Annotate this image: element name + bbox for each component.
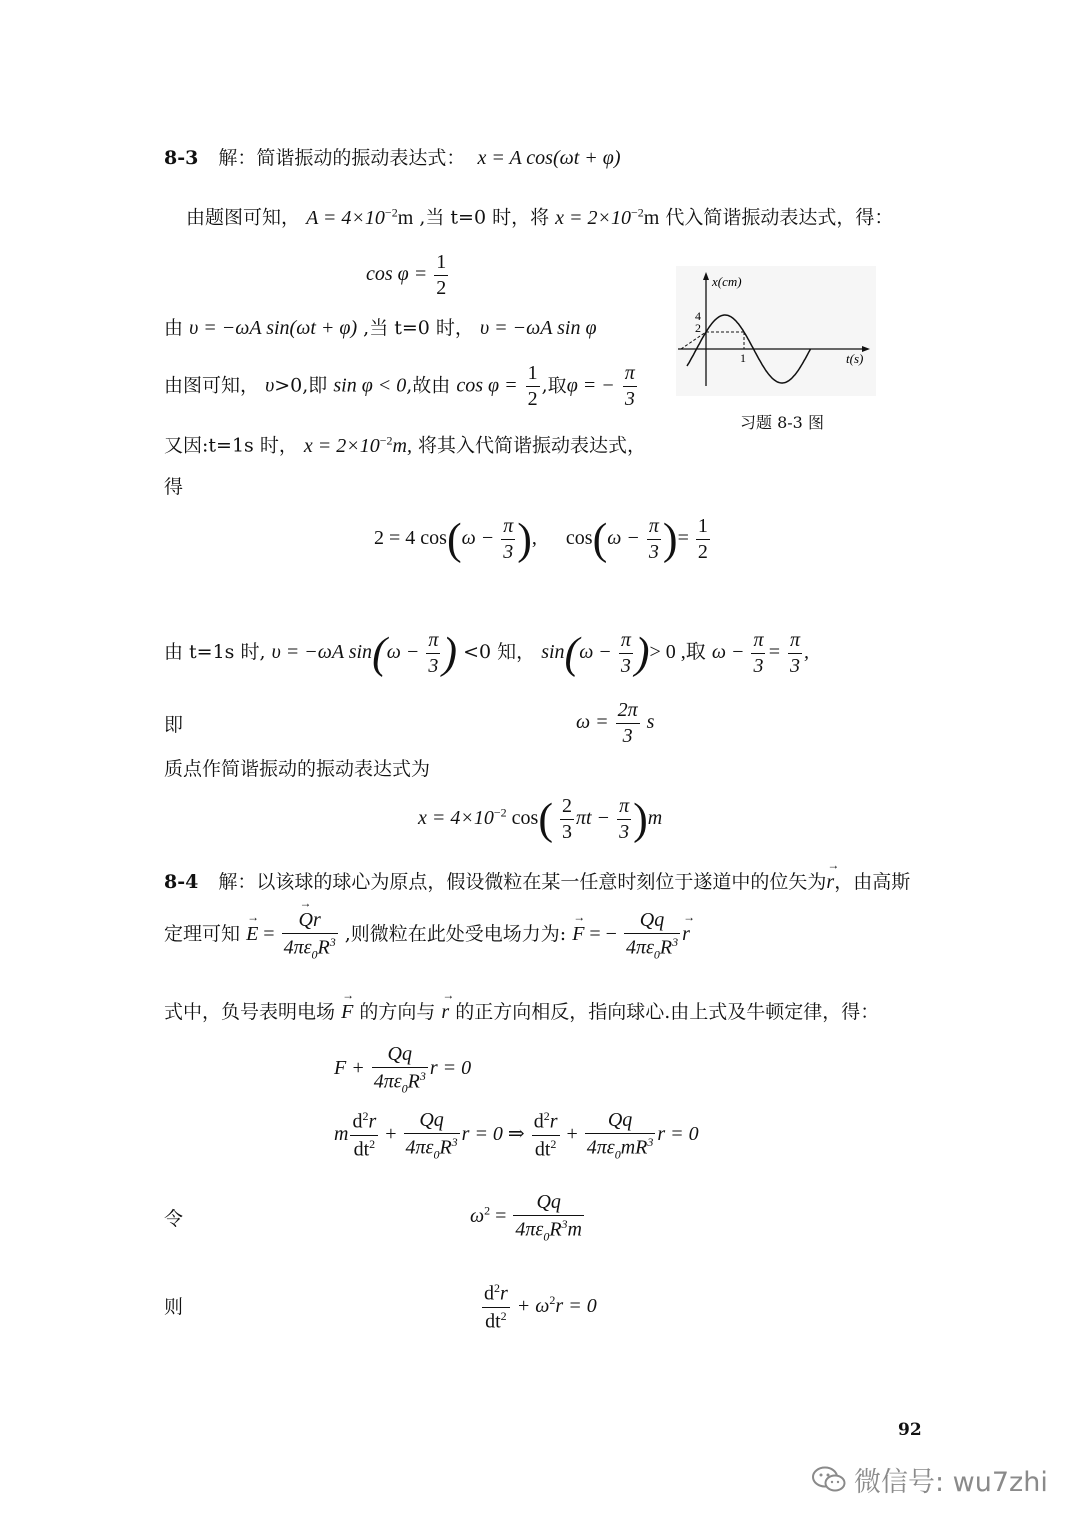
text: 由图可知，: [164, 374, 260, 397]
problem-8-4-line3: [164, 1002, 879, 1022]
equation-harmonic: $\frac{d^2r}{dt^2}$ + $\omega^2r = 0$: [484, 1281, 597, 1333]
text: ,当 t=0 时，: [363, 317, 474, 339]
position-vector: → r: [826, 872, 834, 892]
problem-8-4-line1: [164, 872, 910, 892]
text: 由题图可知，: [186, 206, 301, 229]
line-de: 得: [164, 476, 184, 498]
velocity-t1: υ = −ωA sin(ω − $\frac{\pi}{3}$ ): [271, 628, 458, 678]
equation-omega-condition: 2 = 4 cos(ω − $\frac{\pi}{3}$ ), cos(ω − $\frac{\pi}{3}$ )= $\frac{1}{2}$: [374, 514, 708, 564]
omega-solution: ω − $\frac{\pi}{3}$ = $\frac{\pi}{3}$ ,: [711, 629, 810, 677]
force-eq: → F = − $\frac{Qq}{4\pi\varepsilon_0R^3}$ → r: [572, 923, 690, 945]
tick-4: 4: [695, 309, 701, 323]
text: 又因:t=1s 时，: [164, 434, 298, 457]
tick-2: 2: [695, 321, 701, 335]
line-velocity: [164, 318, 597, 338]
r-symbol: → r: [441, 1002, 449, 1022]
figure-8-3: [676, 266, 876, 396]
line-phase: 由图可知， υ>0,即 sin φ < 0,故由 cos φ = $\frac{1}{2}$ ,取φ = − $\frac{\pi}{3}$: [164, 362, 635, 410]
displacement-eq: $x = 2\times 10^{-2}m$: [555, 205, 660, 229]
equation-force-balance: F + $\frac{Qq}{4\pi\varepsilon_0R^3}$ r = 0: [334, 1043, 472, 1096]
text: 式中，负号表明电场: [164, 1001, 336, 1023]
line-result-intro: 质点作简谐振动的振动表达式为: [164, 758, 431, 780]
amplitude-eq: $A = 4\times 10^{-2}m$: [306, 205, 414, 229]
page-number: 92: [898, 1420, 922, 1440]
y-axis-label: x(cm): [712, 274, 742, 289]
phi-eq: φ = −: [566, 374, 615, 397]
watermark: [812, 1460, 1048, 1499]
problem-8-4-line2: [164, 910, 690, 961]
text: 定理可知: [164, 923, 241, 946]
force-symbol: → F: [341, 1002, 353, 1022]
text: <0 知，: [463, 641, 536, 664]
equation-cosphi: cos φ = $\frac{1}{2}$: [366, 251, 447, 299]
equation-omega-value: ω = $\frac{2\pi}{3}$ s: [576, 699, 655, 747]
problem-label: 8-4: [164, 871, 199, 893]
equation-newton: m $\frac{d^2r}{dt^2}$ + $\frac{Qq}{4\pi\varepsilon_0R^3}$ r = 0 ⇒ $\frac{d^2r}{dt^2}$ + $\frac{Qq}{4\pi\varepsilon_0mR^3}$ r = 0: [334, 1109, 699, 1162]
sin-condition: sin φ < 0: [333, 374, 407, 397]
line-ze: 则: [164, 1296, 184, 1318]
text: 由: [164, 317, 184, 339]
displacement-t1: $x = 2\times 10^{-2}m$,: [303, 433, 412, 457]
sin-t1: sin(ω − $\frac{\pi}{3}$ ): [541, 628, 650, 678]
wechat-icon: [812, 1466, 846, 1494]
text: >0,即: [274, 374, 328, 397]
line-sign-condition: [164, 630, 809, 677]
upsilon: υ: [265, 374, 275, 397]
problem-label: 8-3: [164, 147, 199, 169]
text: ,故由: [406, 374, 451, 397]
text: 将其入代简谐振动表达式，: [418, 434, 647, 457]
x-axis-label: t(s): [846, 351, 864, 366]
text: 代入简谐振动表达式，得：: [665, 206, 894, 229]
intro-text: 解：简谐振动的振动表达式：: [218, 147, 466, 169]
text: 解：以该球的球心为原点，假设微粒在某一任意时刻位于遂道中的位矢为: [218, 871, 827, 893]
text: ，由高斯: [834, 871, 911, 893]
text: 的正方向相反，指向球心.由上式及牛顿定律，得：: [455, 1001, 880, 1023]
text: > 0 ,取: [649, 641, 706, 664]
velocity-eq: υ = −ωA sin(ωt + φ): [189, 317, 358, 339]
line-amplitude: [186, 206, 893, 228]
text: 的方向与: [359, 1001, 436, 1023]
figure-caption: 习题 8-3 图: [740, 413, 824, 432]
line-ji: 即: [164, 714, 184, 736]
text: 由 t=1s 时,: [164, 641, 266, 664]
problem-8-3-header: [164, 148, 621, 168]
equation-final-x: $x = 4\times 10^{-2}$ cos( $\frac{2}{3}$ πt − $\frac{\pi}{3}$ )m: [418, 794, 663, 844]
tick-1: 1: [740, 351, 746, 365]
velocity-eq-t0: υ = −ωA sin φ: [479, 317, 597, 339]
cos-condition: cos φ =: [456, 374, 518, 397]
equation-general: x = A cos(ωt + φ): [477, 147, 621, 169]
text: ,则微粒在此处受电场力为:: [344, 923, 567, 946]
text: ,取: [541, 374, 567, 397]
field-eq: → E = → $\frac{Qr}{4\pi\varepsilon_0R^3}$: [246, 923, 345, 945]
watermark-text: 微信号: wu7zhi: [854, 1467, 1048, 1498]
line-ling: 令: [164, 1208, 184, 1230]
line-t1: [164, 434, 646, 456]
equation-omega-squared: $\omega^2$ = $\frac{Qq}{4\pi\varepsilon_0R^3m}$: [470, 1191, 582, 1244]
text: ,当 t=0 时，将: [419, 206, 550, 229]
